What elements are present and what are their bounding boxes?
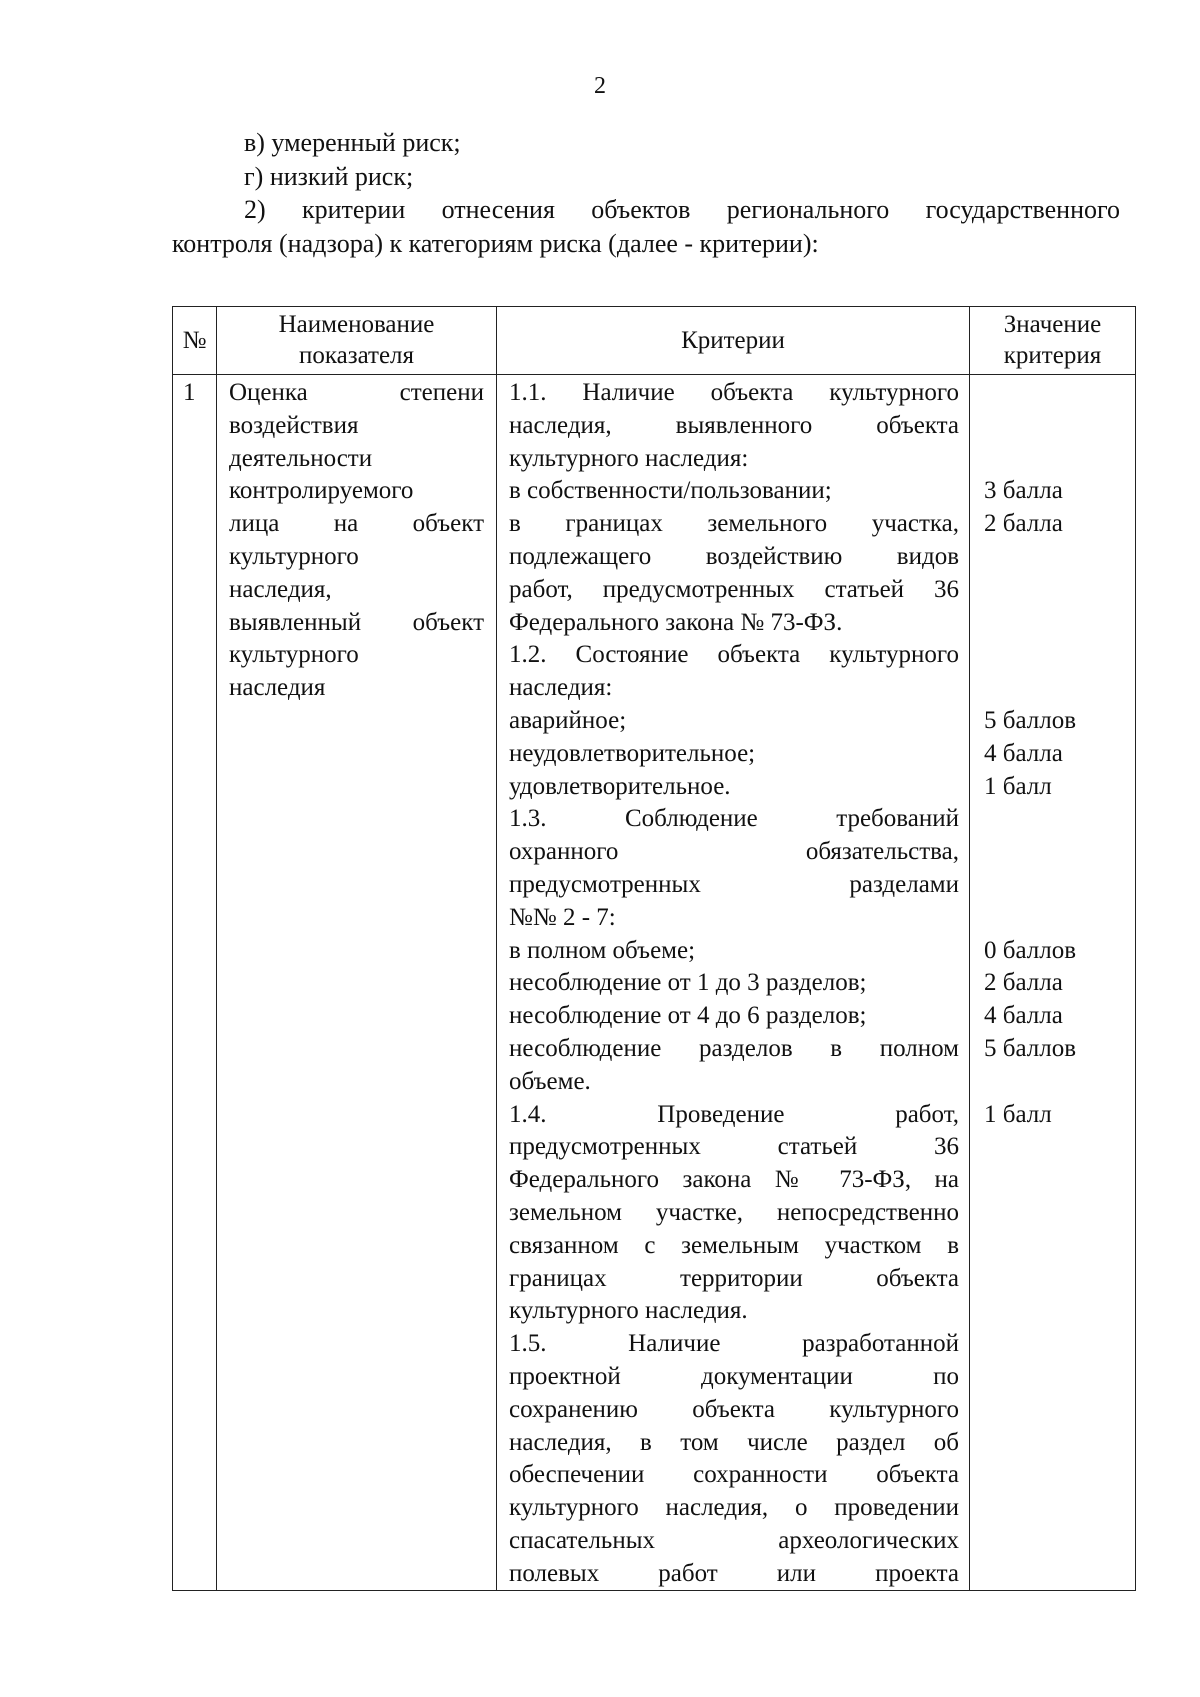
criteria-line: Федерального закона № 73-ФЗ, на	[509, 1166, 959, 1194]
header-name-line1: Наименование	[278, 311, 435, 338]
criteria-line: культурного наследия, о проведении	[509, 1494, 959, 1522]
criterion-value-line: 1 балл	[984, 1100, 1052, 1128]
criteria-line: охранного обязательства,	[509, 838, 959, 866]
criterion-value-line	[984, 639, 1131, 672]
criteria-line: в полном объеме;	[509, 936, 696, 964]
indicator-name-line: лица на объект	[229, 510, 484, 538]
criteria-line: 1.2. Состояние объекта культурного	[509, 641, 959, 669]
criteria-line: работ, предусмотренных статьей 36	[509, 575, 959, 603]
criterion-value-line	[984, 902, 1131, 935]
criterion-value-line	[984, 672, 1131, 705]
criteria-line: полевых работ или проекта	[509, 1559, 959, 1587]
criterion-value-line	[984, 410, 1131, 443]
criteria-line: культурного наследия:	[509, 444, 749, 472]
criteria-line: культурного наследия.	[509, 1297, 748, 1325]
criteria-line: 1.5. Наличие разработанной	[509, 1330, 959, 1358]
table-header-row	[173, 307, 1136, 375]
criterion-value-line: 0 баллов	[984, 936, 1077, 964]
criterion-value-line	[984, 836, 1131, 869]
criteria-line: несоблюдение от 1 до 3 разделов;	[509, 969, 867, 997]
page-number: 2	[594, 73, 606, 99]
criterion-value-line: 4 балла	[984, 739, 1063, 767]
criteria-line: аварийное;	[509, 706, 627, 734]
criteria-line: связанном с земельным участком в	[509, 1231, 959, 1259]
criterion-value-line: 4 балла	[984, 1002, 1063, 1030]
criteria-line: 1.3. Соблюдение требований	[509, 805, 959, 833]
criteria-line: №№ 2 - 7:	[509, 903, 616, 931]
header-criteria: Критерии	[497, 307, 970, 375]
row-number: 1	[173, 375, 217, 1591]
header-value-line1: Значение	[1003, 311, 1102, 338]
criteria-line: предусмотренных разделами	[509, 870, 959, 898]
criterion-value-line: 2 балла	[984, 969, 1063, 997]
indicator-name-line: наследия	[229, 674, 326, 702]
indicator-name-line: выявленный объект	[229, 608, 484, 636]
criteria-line: 1.4. Проведение работ,	[509, 1100, 959, 1128]
criteria-line: наследия:	[509, 674, 613, 702]
table-row	[173, 375, 1136, 1591]
criterion-value-line	[984, 869, 1131, 902]
criteria-item-line2: контроля (надзора) к категориям риска (далее - критерии):	[172, 228, 819, 258]
value-cell	[970, 375, 1136, 1591]
indicator-name-line: контролируемого	[229, 477, 414, 505]
criterion-value-line	[984, 607, 1131, 640]
criterion-value-line	[984, 377, 1131, 410]
criteria-line: удовлетворительное.	[509, 772, 731, 800]
intro-text	[172, 126, 1120, 260]
criterion-value-line	[984, 541, 1131, 574]
header-value-line2: критерия	[1003, 342, 1102, 369]
criteria-line: наследия, выявленного объекта	[509, 411, 959, 439]
criteria-line: 1.1. Наличие объекта культурного	[509, 379, 959, 406]
criteria-line: наследия, в том числе раздел об	[509, 1428, 959, 1456]
indicator-name-line: воздействия	[229, 411, 359, 439]
indicator-name-line: наследия,	[229, 575, 332, 603]
criteria-line: проектной документации по	[509, 1362, 959, 1390]
risk-item-v: в) умеренный риск;	[244, 128, 461, 157]
criteria-line: предусмотренных статьей 36	[509, 1133, 959, 1161]
indicator-name-cell	[217, 375, 497, 1591]
criterion-value-line	[984, 443, 1131, 476]
risk-item-g: г) низкий риск;	[244, 161, 414, 191]
criteria-line: земельном участке, непосредственно	[509, 1198, 959, 1226]
criteria-item-line1: 2) критерии отнесения объектов регионального государственного	[244, 195, 1120, 224]
criteria-line: неудовлетворительное;	[509, 739, 756, 767]
indicator-name-line: культурного	[229, 542, 359, 570]
criterion-value-line: 5 баллов	[984, 1034, 1077, 1062]
criterion-value-line: 5 баллов	[984, 706, 1077, 734]
criteria-line: объеме.	[509, 1067, 591, 1095]
indicator-name-line: Оценка степени	[229, 379, 484, 406]
criterion-value-line	[984, 803, 1131, 836]
criterion-value-line	[984, 1066, 1131, 1099]
criterion-value-line	[984, 574, 1131, 607]
criteria-line: в границах земельного участка,	[509, 510, 959, 538]
criteria-line: обеспечении сохранности объекта	[509, 1461, 959, 1489]
criteria-line: Федерального закона № 73-ФЗ.	[509, 608, 843, 636]
criteria-line: в собственности/пользовании;	[509, 477, 832, 505]
indicator-name-line: деятельности	[229, 444, 373, 472]
criteria-line: спасательных археологических	[509, 1526, 959, 1554]
criteria-line: границах территории объекта	[509, 1264, 959, 1292]
criteria-line: несоблюдение от 4 до 6 разделов;	[509, 1002, 867, 1030]
criteria-line: сохранению объекта культурного	[509, 1395, 959, 1423]
header-name-line2: показателя	[298, 342, 415, 369]
indicator-name-line: культурного	[229, 641, 359, 669]
header-num: №	[173, 307, 217, 375]
criteria-table	[172, 306, 1136, 1591]
header-value	[970, 307, 1136, 375]
header-indicator-name	[217, 307, 497, 375]
criterion-value-line: 3 балла	[984, 477, 1063, 505]
criteria-cell	[497, 375, 970, 1591]
criterion-value-line: 2 балла	[984, 510, 1063, 538]
criterion-value-line: 1 балл	[984, 772, 1052, 800]
criteria-line: подлежащего воздействию видов	[509, 542, 959, 570]
criteria-line: несоблюдение разделов в полном	[509, 1034, 959, 1062]
